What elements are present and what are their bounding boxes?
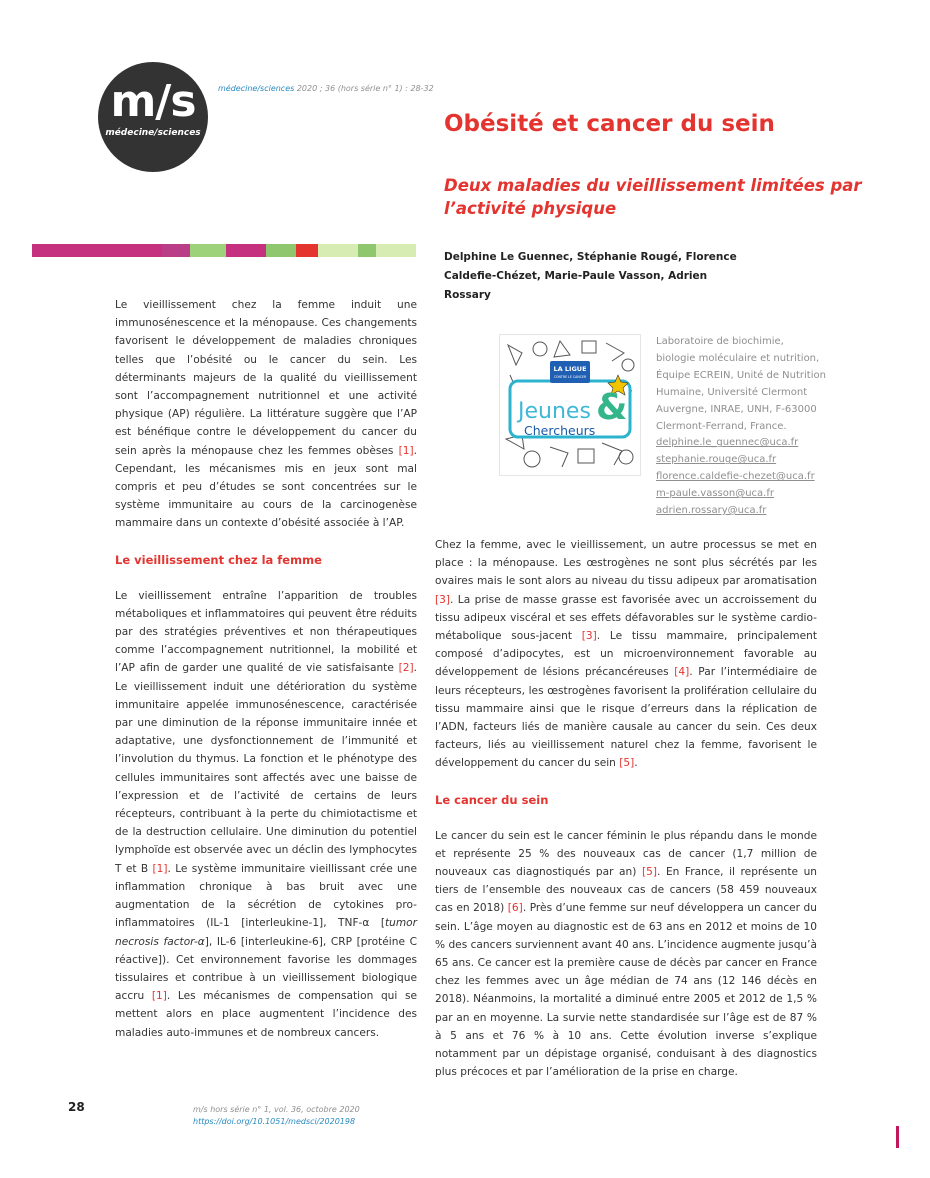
badge-ligue-sublabel: CONTRE LE CANCER [553, 375, 587, 379]
header-citation [218, 84, 434, 93]
reference-link[interactable]: [5] [641, 866, 657, 879]
reference-link[interactable]: [6] [507, 902, 523, 915]
author-email[interactable]: stephanie.rouge@uca.fr [656, 454, 777, 466]
badge-line2: Chercheurs [524, 423, 596, 438]
reference-link[interactable]: [2] [398, 662, 414, 675]
logo-mark: m/s [110, 76, 196, 127]
reference-link[interactable]: [5] [619, 757, 635, 770]
italic-term: tumor necrosis factor-α [115, 917, 417, 948]
author-email[interactable]: florence.caldefie-chezet@uca.fr [656, 471, 815, 483]
affiliation-address: Laboratoire de biochimie, biologie moléculaire et nutrition, Équipe ECREIN, Unité de Nutrition Humaine, Université Clermont Auvergne, INRAE, UNH, F-63000 Clermont-Ferrand, France. [656, 336, 826, 432]
author-email[interactable]: m-paule.vasson@uca.fr [656, 488, 774, 500]
color-bar-segment [376, 244, 416, 257]
author-email[interactable]: adrien.rossary@uca.fr [656, 505, 767, 517]
color-bar-segment [296, 244, 318, 257]
doi-link[interactable]: https://doi.org/10.1051/medsci/2020198 [193, 1117, 356, 1126]
section-heading-vieillissement: Le vieillissement chez la femme [115, 552, 322, 567]
color-bar-segment [266, 244, 296, 257]
reference-link[interactable]: [3] [581, 630, 597, 643]
badge-ligue-label: LA LIGUE [553, 365, 587, 373]
margin-marker [896, 1126, 899, 1148]
reference-link[interactable]: [1] [398, 444, 414, 457]
badge-ampersand: & [596, 387, 628, 428]
citation-journal: médecine/sciences [218, 84, 295, 93]
section-vieillissement-body: Le vieillissement entraîne l’apparition de troubles métaboliques et inflammatoires qui peuvent être réduits par des stratégies préventives et non thérapeutiques comme l’accompagnement nutritionnel, la mobilité et l’AP afin de garder une qualité de vie satisfaisante [2]. Le vieillissement induit une détérioration du système immunitaire appelée immunosénescence, caractérisée par une diminution de la réponse immunitaire innée et adaptative, une dysfonctionnement de l’immunité et l’involution du thymus. La fonction et le phénotype des cellules immunitaires sont affectés avec une baisse de l’expression et de l’activité de certains de leurs récepteurs, contribuant à la perte du chimiotactisme et de la destruction cellulaire. Une diminution du potentiel lymphoïde est observée avec un déclin des lymphocytes T et B [1]. Le système immunitaire vieillissant crée une inflammation chronique à bas bruit avec une augmentation de la sécrétion de cytokines pro-inflammatoires (IL-1 [interleukine-1], TNF-α [tumor necrosis factor-α], IL-6 [interleukine-6], CRP [protéine C réactive]). Cet environnement favorise les dommages tissulaires et contribue à un vieillissement biologique accru [1]. Les mécanismes de compensation qui se mettent alors en place augmentent l’incidence des maladies auto-immunes et de nombreux cancers. [115, 589, 418, 1039]
section-heading-cancer: Le cancer du sein [435, 792, 549, 807]
article-title: Obésité et cancer du sein [444, 111, 775, 137]
reference-link[interactable]: [4] [674, 666, 690, 679]
journal-logo [98, 62, 208, 172]
color-bar-segment [226, 244, 266, 257]
reference-link[interactable]: [3] [435, 593, 451, 606]
color-bar-segment [162, 244, 190, 257]
color-bar-segment [190, 244, 226, 257]
abstract: Le vieillissement chez la femme induit une immunosénescence et la ménopause. Ces changements favorisent le développement de maladies chroniques telles que l’obésité ou le cancer du sein. Les déterminants majeurs de la qualité du vieillissement sont l’accompagnement nutritionnel et une activité physique (AP) régulière. La littérature suggère que l’AP est bénéfique contre le développement du cancer du sein après la ménopause chez les femmes obèses [1]. Cependant, les mécanismes mis en jeux sont mal compris et peu d’études se sont concentrées sur le système immunitaire au cours de la carcinogenèse mammaire dans un contexte d’obésité associée à l’AP. [115, 299, 417, 530]
section-cancer-body: Le cancer du sein est le cancer féminin le plus répandu dans le monde et représente 25 % des nouveaux cas de cancer (1,7 million de nouveaux cas diagnostiqués par an) [5]. En France, il représente un tiers de l’ensemble des nouveaux cas de cancers (58 459 nouveaux cas en 2018) [6]. Près d’une femme sur neuf développera un cancer du sein. L’âge moyen au diagnostic est de 63 ans en 2012 et moins de 10 % des cancers surviennent avant 40 ans. L’incidence augmente jusqu’à 65 ans. Ce cancer est la première cause de décès par cancer en France chez les femmes avec un âge médian de 74 ans (12 146 décès en 2018). Néanmoins, la mortalité a diminué entre 2005 et 2012 de 1,5 % par an en moyenne. La survie nette standardisée sur l’âge est de 87 % à 5 ans et 76 % à 10 ans. Cette évolution inverse s’explique notamment par un dépistage organisé, conduisant à des diagnostics plus précoces et par l’amélioration de la prise en charge. [435, 829, 818, 1079]
affiliation [656, 334, 826, 520]
page-number: 28 [68, 1100, 85, 1114]
menopause-paragraph: Chez la femme, avec le vieillissement, un autre processus se met en place : la ménopause. Les œstrogènes ne sont plus sécrétés par les ovaires mais le sont alors au niveau du tissu adipeux par aromatisation [3]. La prise de masse grasse est favorisée avec un accroissement du tissu adipeux viscéral et ses effets défavorables sur le système cardio-métabolique sous-jacent [3]. Le tissu mammaire, principalement composé d’adipocytes, est un microenvironnement favorable au développement de lésions précancéreuses [4]. Par l’intermédiaire de leurs récepteurs, les œstrogènes favorisent la prolifération cellulaire du tissu mammaire ainsi que le risque d’erreurs dans la réplication de l’ADN, facteurs liés de manière causale au cancer du sein. Ces deux facteurs, liés au vieillissement naturel chez la femme, favorisent le développement du cancer du sein [5]. [435, 539, 818, 770]
decorative-color-bar [32, 244, 416, 257]
citation-details: 2020 ; 36 (hors série n° 1) : 28-32 [294, 84, 434, 93]
footer-citation [193, 1104, 360, 1128]
right-column [435, 536, 817, 1081]
reference-link[interactable]: [1] [152, 862, 168, 875]
logo-subtitle: médecine/sciences [105, 128, 201, 138]
left-column [115, 296, 417, 1042]
author-list: Delphine Le Guennec, Stéphanie Rougé, Florence Caldefie-Chézet, Marie-Paule Vasson, Adrien Rossary [444, 251, 737, 301]
color-bar-segment [358, 244, 376, 257]
footer-issue: m/s hors série n° 1, vol. 36, octobre 2020 [193, 1105, 360, 1114]
badge-line1: Jeunes [518, 399, 591, 424]
jeunes-chercheurs-badge [499, 334, 641, 476]
reference-link[interactable]: [1] [151, 990, 167, 1003]
color-bar-segment [318, 244, 358, 257]
color-bar-segment [32, 244, 162, 257]
article-subtitle: Deux maladies du vieillissement limitées par l’activité physique [444, 176, 862, 218]
author-email[interactable]: delphine.le_guennec@uca.fr [656, 437, 799, 449]
